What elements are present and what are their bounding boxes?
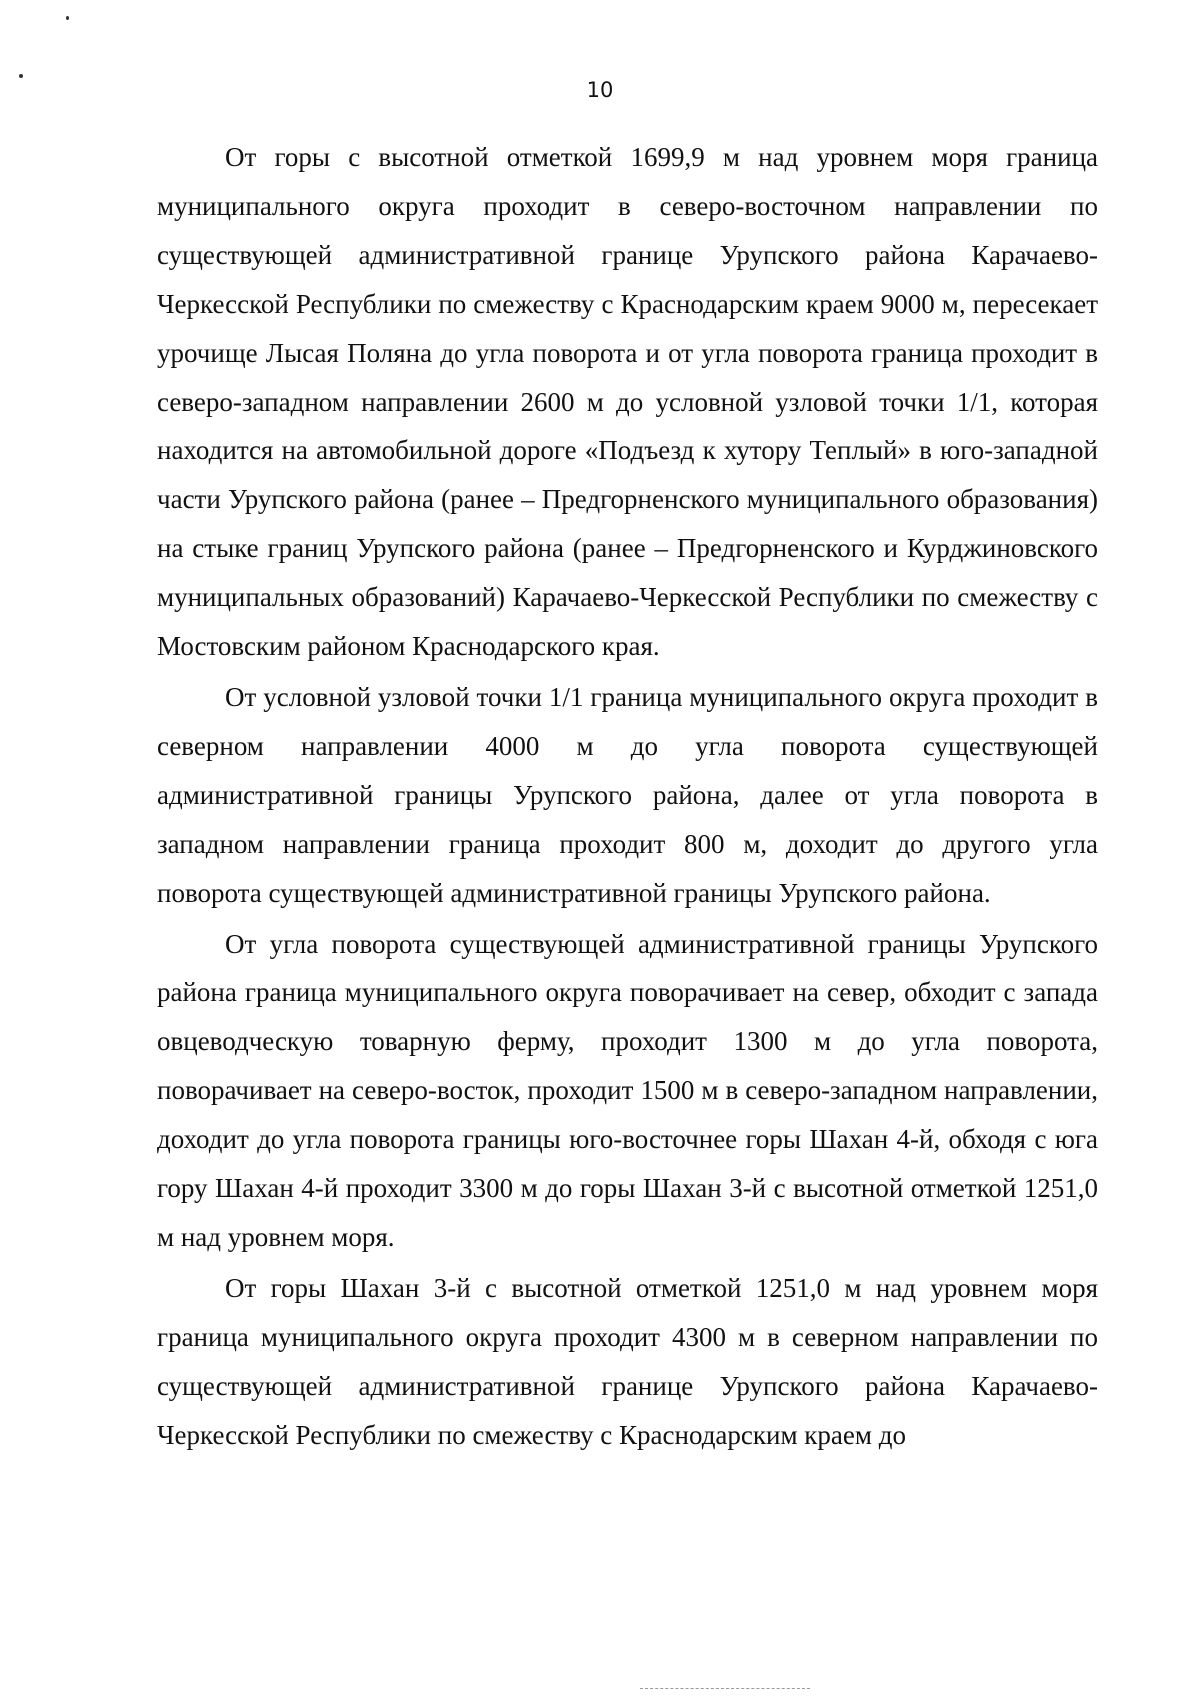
paragraph: От горы с высотной отметкой 1699,9 м над уровнем моря граница муниципального округа проходит в северо-восточном направлении по существующей административной границе Урупского района Карачаево-Черкесской Республики по смежеству с Краснодарским краем 9000 м, пересекает урочище Лысая Поляна до угла поворота и от угла поворота граница проходит в северо-западном направлении 2600 м до условной узловой точки 1/1, которая находится на автомобильной дороге «Подъезд к хутору Теплый» в юго-западной части Урупского района (ранее – Предгорненского муниципального образования) на стыке границ Урупского района (ранее – Предгорненского и Курджиновского муниципальных образований) Карачаево-Черкесской Республики по смежеству с Мостовским районом Краснодарского края. — [157, 142, 1098, 662]
paragraph: От условной узловой точки 1/1 граница муниципального округа проходит в северном направлении 4000 м до угла поворота существующей административной границы Урупского района, далее от угла поворота в западном направлении граница проходит 800 м, доходит до другого угла поворота существующей административной границы Урупского района. — [157, 681, 1098, 908]
bottom-scan-line — [640, 1688, 810, 1690]
scan-speck — [66, 16, 69, 20]
page-number: 10 — [586, 78, 614, 102]
paragraph: От угла поворота существующей административной границы Урупского района граница муниципального округа поворачивает на север, обходит с запада овцеводческую товарную ферму, проходит 1300 м до угла поворота, поворачивает на северо-восток, проходит 1500 м в северо-западном направлении, доходит до угла поворота границы юго-восточнее горы Шахан 4-й, обходя с юга гору Шахан 4-й проходит 3300 м до горы Шахан 3-й с высотной отметкой 1251,0 м над уровнем моря. — [157, 928, 1098, 1252]
paragraph: От горы Шахан 3-й с высотной отметкой 1251,0 м над уровнем моря граница муниципального округа проходит 4300 м в северном направлении по существующей административной границе Урупского района Карачаево-Черкесской Республики по смежеству с Краснодарским краем до — [157, 1272, 1098, 1450]
body-text — [157, 133, 1098, 1459]
